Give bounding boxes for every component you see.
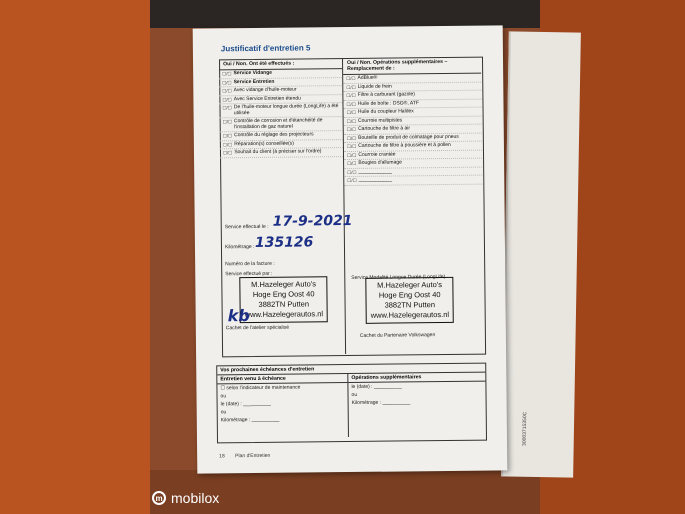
footer-text: Plan d'Entretien (235, 452, 271, 460)
checkbox-pair-icon[interactable]: ☐/☐ (222, 71, 232, 77)
mobilox-logo-icon: m (152, 491, 166, 505)
checklist-label: Contrôle du réglage des projecteurs (234, 131, 314, 139)
next-line: le (date) : __________ (220, 400, 271, 408)
checklist-row (220, 148, 343, 158)
next-left (217, 374, 349, 438)
background-top (150, 0, 540, 28)
booklet-page (193, 25, 508, 473)
service-longlife-label: Service Modalité Longue Durée (LongLife) (351, 274, 446, 281)
checkbox-pair-icon[interactable]: ☐/☐ (222, 141, 233, 147)
stamp-line: Hoge Eng Oost 40 (378, 290, 441, 300)
checkbox-pair-icon[interactable]: ☐/☐ (222, 119, 233, 125)
checklist-label: Réparation(s) conseillée(s) (234, 140, 294, 147)
left-rows (219, 69, 343, 158)
cachet-right-label: Cachet du Partenaire Volkswagen (359, 332, 436, 339)
checklist-label: Contrôle de corrosion et d'étanchéité de l'installation de gaz naturel (233, 117, 323, 130)
checkbox-pair-icon[interactable]: ☐/☐ (346, 126, 357, 133)
checkbox-pair-icon[interactable]: ☐/☐ (222, 79, 232, 85)
checklist-row (344, 176, 482, 186)
next-right (348, 373, 486, 437)
cachet-left-label: Cachet de l'atelier spécialisé (225, 324, 290, 332)
next-left-lines (217, 383, 347, 424)
checklist-label: De l'huile-moteur longue durée (LongLife) a été utilisée (233, 103, 339, 116)
next-maintenance-title: Vos prochaines échéances d'entretien (217, 364, 485, 376)
background-left (0, 0, 150, 514)
checklist-label: Bougies d'allumage (358, 159, 402, 166)
checklist-label: ____________ (358, 176, 393, 183)
next-line: ou (220, 409, 227, 416)
checklist-label: Courroie crantée (358, 151, 396, 158)
checklist-label: Souhait du client (à préciser sur l'ordre) (234, 148, 322, 156)
checklist-label: Huile de boîte : DSG®, ATF (357, 99, 419, 107)
checklist-label: Avec vidange d'huile-moteur (233, 86, 297, 94)
checklist-label: ____________ (358, 168, 392, 175)
invoice-label: Numéro de la facture : (225, 260, 275, 268)
next-maintenance-box (216, 363, 487, 444)
checkbox-pair-icon[interactable]: ☐/☐ (347, 177, 357, 184)
checklist-label: Courroie multipistes (357, 116, 403, 124)
checkbox-pair-icon[interactable]: ☐/☐ (222, 88, 232, 94)
dealer-stamp-right (365, 277, 454, 324)
km-handwritten: 135126 (254, 234, 314, 251)
checkbox-pair-icon[interactable]: ☐/☐ (346, 92, 356, 99)
page-title: Justificatif d'entretien 5 (220, 43, 311, 54)
stamp-line: Hoge Eng Oost 40 (252, 289, 315, 300)
checkbox-pair-icon[interactable]: ☐/☐ (347, 160, 357, 167)
next-line: ou (351, 391, 358, 398)
page-number: 18 (219, 453, 225, 460)
checklist-label: Service Entretien (233, 78, 275, 85)
next-line: Kilométrage : __________ (220, 416, 280, 424)
stamp-line: www.Hazelegerautos.nl (370, 309, 450, 320)
watermark-text: mobilox (171, 490, 220, 506)
checkbox-pair-icon[interactable]: ☐/☐ (346, 118, 357, 124)
right-header: Oui / Non. Opérations supplémentaires – Remplacement de : (343, 57, 481, 75)
service-date-handwritten: 17-9-2021 (272, 212, 353, 230)
checkbox-pair-icon[interactable]: ☐/☐ (346, 75, 356, 82)
checklist-label: Avec Service Entretien étendu (233, 95, 301, 102)
checklist-label: Cartouche de filtre à air (358, 125, 411, 132)
next-page-edge (501, 31, 581, 477)
service-date-label: Service effectué le : (224, 223, 269, 231)
stamp-line: 3882TN Putten (384, 300, 436, 310)
next-line: Kilométrage : __________ (351, 399, 411, 406)
checklist-label: Service Vidange (233, 69, 273, 77)
km-label: Kilométrage : (224, 244, 255, 251)
checkbox-pair-icon[interactable]: ☐/☐ (346, 101, 356, 107)
right-rows (343, 74, 482, 186)
stamp-line: www.Hazelegerautos.nl (244, 309, 324, 320)
next-line: ou (220, 393, 227, 400)
checklist-label: Liquide de frein (357, 83, 392, 90)
next-left-header: Entretien venu à échéance (217, 374, 347, 384)
stamp-line: 3882TN Putten (258, 299, 310, 309)
checkbox-pair-icon[interactable]: ☐/☐ (346, 135, 357, 141)
checkbox-pair-icon[interactable]: ☐/☐ (222, 96, 232, 102)
handwritten-initials: kb (227, 306, 250, 326)
vertical-code: 30003715350C (521, 411, 529, 446)
checkbox-pair-icon[interactable]: ☐/☐ (346, 143, 357, 150)
checkbox-pair-icon[interactable]: ☐/☐ (346, 152, 357, 158)
stamp-line: M.Hazeleger Auto's (377, 280, 443, 290)
next-right-header: Opérations supplémentaires (348, 373, 485, 383)
next-line: le (date) : __________ (351, 383, 402, 390)
service-done-by-label: Service effectué par : (225, 270, 273, 278)
watermark (152, 490, 219, 506)
checklist-row (220, 117, 343, 132)
left-header: Oui / Non. Ont été effectués : (219, 58, 342, 70)
checkbox-pair-icon[interactable]: ☐/☐ (347, 169, 357, 175)
checkbox-pair-icon[interactable]: ☐/☐ (346, 109, 356, 116)
checkbox-pair-icon[interactable]: ☐/☐ (222, 133, 233, 139)
next-right-lines (348, 382, 485, 407)
checkbox-pair-icon[interactable]: ☐/☐ (222, 150, 233, 156)
next-line: ☐ selon l'indicateur de maintenance (220, 384, 301, 392)
checklist-label: Cartouche de filtre à poussière et à pollen (358, 141, 451, 149)
checklist-row (219, 103, 342, 118)
checklist-label: Bouteille de produit de colmatage pour pneus (358, 133, 459, 141)
checklist-label: AdBlue® (357, 74, 378, 81)
checkbox-pair-icon[interactable]: ☐/☐ (346, 84, 356, 90)
checklist-label: Huile du coupleur Haldex (357, 108, 414, 115)
checklist-label: Filtre à carburant (gazole) (357, 91, 415, 98)
stamp-line: M.Hazeleger Auto's (251, 279, 316, 290)
checkbox-pair-icon[interactable]: ☐/☐ (222, 105, 232, 111)
dealer-stamp-left (239, 276, 328, 323)
